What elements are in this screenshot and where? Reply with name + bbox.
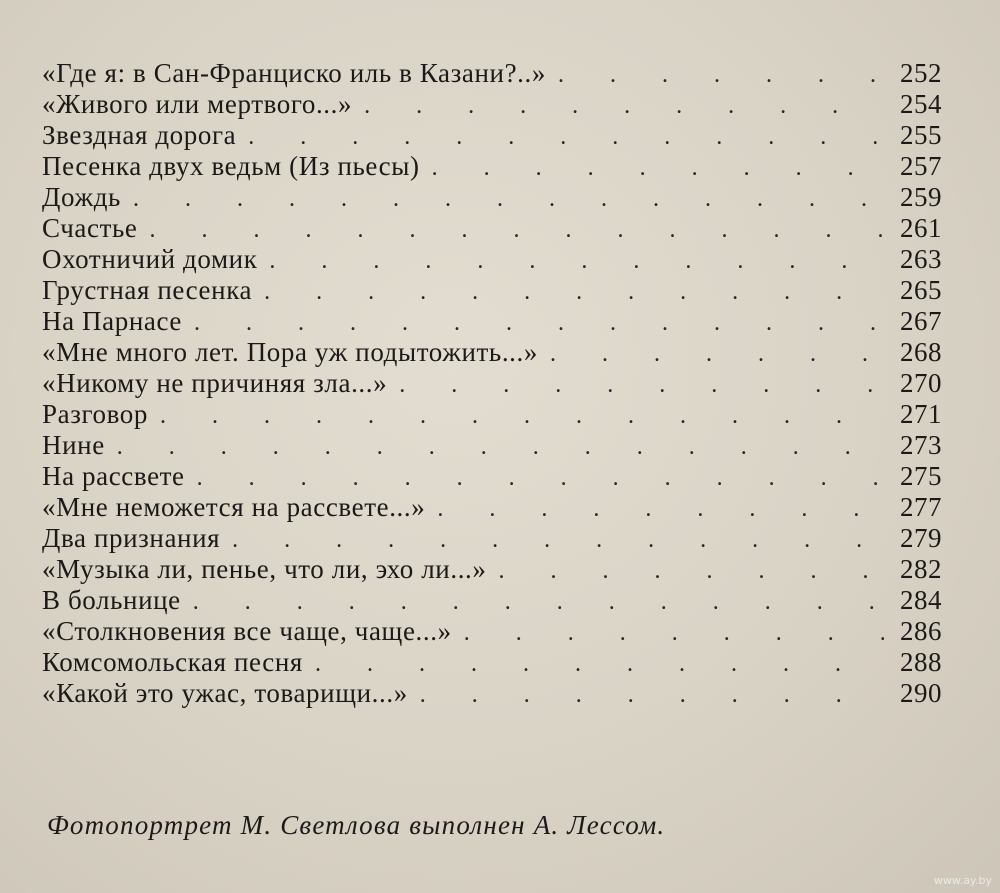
entry-page-number: 270 xyxy=(900,368,942,398)
entry-title: Комсомольская песня xyxy=(42,647,303,677)
toc-entry xyxy=(42,89,942,120)
dot-leader xyxy=(194,308,884,339)
toc-entry xyxy=(42,492,942,523)
entry-page-number: 267 xyxy=(900,306,942,336)
dot-leader xyxy=(150,215,885,246)
dot-leader xyxy=(499,556,884,587)
toc-entry xyxy=(42,151,942,182)
toc-entry xyxy=(42,585,942,616)
dot-leader xyxy=(550,339,884,370)
dot-leader xyxy=(160,401,884,432)
entry-title: «Где я: в Сан-Франциско иль в Казани?..» xyxy=(42,58,546,88)
entry-title: В больнице xyxy=(42,585,181,615)
entry-page-number: 261 xyxy=(900,213,942,243)
entry-title: «Музыка ли, пенье, что ли, эхо ли...» xyxy=(42,554,487,584)
entry-page-number: 255 xyxy=(900,120,942,150)
entry-title: «Мне много лет. Пора уж подытожить...» xyxy=(42,337,538,367)
toc-entry xyxy=(42,182,942,213)
entry-page-number: 277 xyxy=(900,492,942,522)
entry-title: Грустная песенка xyxy=(42,275,253,305)
toc-entry xyxy=(42,678,942,709)
toc-entry xyxy=(42,244,942,275)
dot-leader xyxy=(133,184,884,215)
toc-entry xyxy=(42,120,942,151)
entry-page-number: 268 xyxy=(900,337,942,367)
table-of-contents xyxy=(42,58,942,709)
entry-page-number: 259 xyxy=(900,182,942,212)
entry-page-number: 282 xyxy=(900,554,942,584)
dot-leader xyxy=(232,525,884,556)
entry-title: Два признания xyxy=(42,523,221,553)
dot-leader xyxy=(269,246,884,277)
entry-title: «Живого или мертвого...» xyxy=(42,89,353,119)
entry-page-number: 263 xyxy=(900,244,942,274)
entry-title: На рассвете xyxy=(42,461,185,491)
entry-title: Дождь xyxy=(42,182,121,212)
dot-leader xyxy=(558,60,884,91)
entry-title: «Мне неможется на рассвете...» xyxy=(42,492,426,522)
dot-leader xyxy=(193,587,884,618)
dot-leader xyxy=(464,618,884,649)
toc-entry xyxy=(42,399,942,430)
dot-leader xyxy=(364,91,884,122)
entry-page-number: 275 xyxy=(900,461,942,491)
entry-page-number: 252 xyxy=(900,58,942,88)
entry-page-number: 284 xyxy=(900,585,942,615)
dot-leader xyxy=(399,370,884,401)
toc-entry xyxy=(42,554,942,585)
dot-leader xyxy=(420,680,884,711)
entry-page-number: 271 xyxy=(900,399,942,429)
dot-leader xyxy=(315,649,884,680)
entry-page-number: 279 xyxy=(900,523,942,553)
dot-leader xyxy=(117,432,884,463)
toc-entry xyxy=(42,306,942,337)
dot-leader xyxy=(264,277,884,308)
entry-page-number: 273 xyxy=(900,430,942,460)
toc-entry xyxy=(42,58,942,89)
toc-entry xyxy=(42,523,942,554)
entry-page-number: 288 xyxy=(900,647,942,677)
toc-entry xyxy=(42,647,942,678)
entry-title: На Парнасе xyxy=(42,306,182,336)
entry-title: Разговор xyxy=(42,399,148,429)
toc-entry xyxy=(42,275,942,306)
dot-leader xyxy=(432,153,884,184)
entry-title: «Никому не причиняя зла...» xyxy=(42,368,388,398)
entry-title: Охотничий домик xyxy=(42,244,258,274)
toc-entry xyxy=(42,616,942,647)
toc-entry xyxy=(42,368,942,399)
entry-page-number: 290 xyxy=(900,678,942,708)
entry-title: Счастье xyxy=(42,213,138,243)
dot-leader xyxy=(197,463,884,494)
toc-entry xyxy=(42,430,942,461)
dot-leader xyxy=(248,122,884,153)
entry-title: Песенка двух ведьм (Из пьесы) xyxy=(42,151,420,181)
entry-title: «Какой это ужас, товарищи...» xyxy=(42,678,408,708)
toc-entry xyxy=(42,461,942,492)
entry-title: Нине xyxy=(42,430,105,460)
toc-entry xyxy=(42,337,942,368)
dot-leader xyxy=(437,494,884,525)
entry-page-number: 286 xyxy=(900,616,942,646)
entry-page-number: 254 xyxy=(900,89,942,119)
entry-title: Звездная дорога xyxy=(42,120,237,150)
entry-title: «Столкновения все чаще, чаще...» xyxy=(42,616,452,646)
photo-credit: Фотопортрет М. Светлова выполнен А. Лессом. xyxy=(47,810,666,840)
watermark: www.ay.by xyxy=(933,874,992,887)
toc-entry xyxy=(42,213,942,244)
entry-page-number: 257 xyxy=(900,151,942,181)
entry-page-number: 265 xyxy=(900,275,942,305)
